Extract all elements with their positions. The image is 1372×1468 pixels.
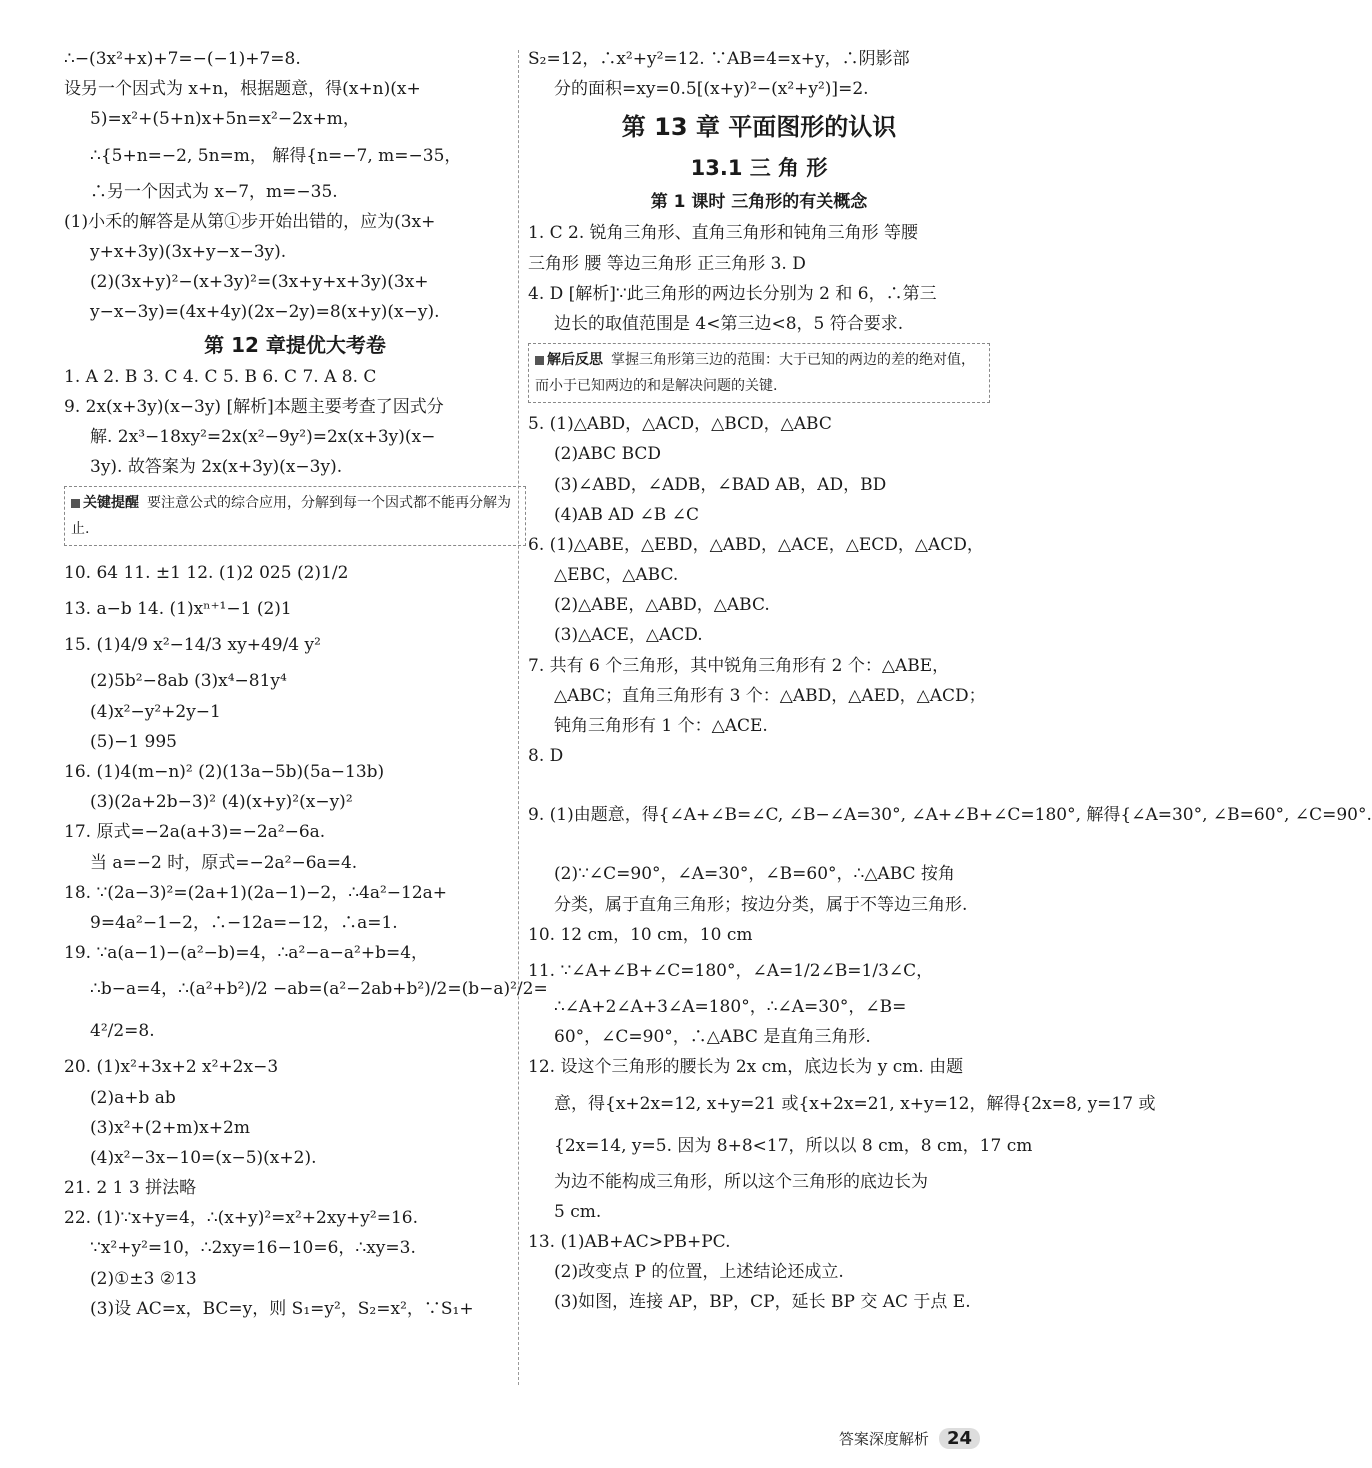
answer-18-line: 9=4a²−1−2，∴−12a=−12，∴a=1.	[90, 912, 398, 933]
answer-13-line: 13. (1)AB+AC>PB+PC.	[528, 1231, 731, 1252]
note-text: 掌握三角形第三边的范围：大于已知的两边的差的绝对值，而小于已知两边的和是解决问题的关键.	[535, 352, 975, 395]
answer-12-system: 意，得{x+2x=12, x+y=21 或{x+2x=21, x+y=12，解得{2x=8, y=17 或	[554, 1093, 1156, 1114]
answer-9-line: 解. 2x³−18xy²=2x(x²−9y²)=2x(x+3y)(x−	[90, 426, 436, 447]
answer-22-line: (2)(3x+y)²−(x+3y)²=(3x+y+x+3y)(3x+	[90, 272, 429, 293]
page-number: 24	[939, 1428, 980, 1449]
answer-15-line: 15. (1)4/9 x²−14/3 xy+49/4 y²	[64, 635, 321, 656]
answer-16-line: (3)(2a+2b−3)² (4)(x+y)²(x−y)²	[90, 792, 353, 813]
text-line: S₂=12，∴x²+y²=12. ∵AB=4=x+y，∴阴影部	[528, 49, 910, 69]
answer-19-line: ∴b−a=4，∴(a²+b²)/2 −ab=(a²−2ab+b²)/2=(b−a)²/2=	[90, 979, 548, 1000]
answer-20-line: (2)a+b ab	[90, 1087, 176, 1108]
answer-21b-line: 21. 2 1 3 拼法略	[64, 1178, 197, 1199]
answer-21-line: 5)=x²+(5+n)x+5n=x²−2x+m，	[90, 109, 360, 130]
answer-9-line: (2)∵∠C=90°，∠A=30°，∠B=60°，∴△ABC 按角	[554, 864, 955, 885]
lesson-title: 第 1 课时 三角形的有关概念	[650, 192, 868, 213]
multiple-choice-answers: 1. A 2. B 3. C 4. C 5. B 6. C 7. A 8. C	[64, 366, 377, 387]
right-column	[528, 44, 1372, 1317]
answer-20-line: (4)x²−3x−10=(x−5)(x+2).	[90, 1147, 317, 1168]
exam-title: 第 12 章提优大考卷	[204, 332, 386, 357]
answer-10-12-line: 10. 64 11. ±1 12. (1)2 025 (2)1/2	[64, 563, 349, 584]
note-tag: 关键提醒	[83, 495, 139, 512]
page-footer	[839, 1428, 980, 1449]
answer-11-line: 11. ∵∠A+∠B+∠C=180°，∠A=1/2∠B=1/3∠C，	[528, 960, 934, 981]
chapter-title: 第 13 章 平面图形的认识	[621, 113, 897, 142]
answer-12-line: 5 cm.	[554, 1201, 602, 1222]
answer-22b-line: 22. (1)∵x+y=4，∴(x+y)²=x²+2xy+y²=16.	[64, 1208, 419, 1229]
answer-1-3-line: 1. C 2. 锐角三角形、直角三角形和钝角三角形 等腰	[528, 223, 919, 244]
answer-22b-line: ∵x²+y²=10，∴2xy=16−10=6，∴xy=3.	[90, 1238, 416, 1259]
answer-6-line: (2)△ABE，△ABD，△ABC.	[554, 595, 770, 616]
answer-9-line: 3y). 故答案为 2x(x+3y)(x−3y).	[90, 457, 343, 478]
answer-9-line: 9. 2x(x+3y)(x−3y) [解析]本题主要考查了因式分	[64, 396, 444, 417]
answer-13-line: (2)改变点 P 的位置，上述结论还成立.	[554, 1262, 844, 1283]
answer-10-line: 10. 12 cm，10 cm，10 cm	[528, 924, 753, 945]
answer-7-line: 7. 共有 6 个三角形，其中锐角三角形有 2 个：△ABE，	[528, 655, 950, 676]
answer-5-line: (3)∠ABD，∠ADB，∠BAD AB，AD，BD	[554, 474, 887, 495]
answer-9-system: 9. (1)由题意，得{∠A+∠B=∠C, ∠B−∠A=30°, ∠A+∠B+∠C=180°, 解得{∠A=30°, ∠B=60°, ∠C=90°.	[528, 805, 1372, 826]
answer-22b-line: (2)①±3 ②13	[90, 1268, 197, 1289]
answer-17-line: 当 a=−2 时，原式=−2a²−6a=4.	[90, 852, 358, 873]
answer-22-line: y−x−3y)=(4x+4y)(2x−2y)=8(x+y)(x−y).	[90, 302, 440, 323]
square-icon	[535, 356, 544, 365]
answer-22b-line: (3)设 AC=x，BC=y，则 S₁=y²，S₂=x²，∵S₁+	[90, 1298, 474, 1319]
answer-17-line: 17. 原式=−2a(a+3)=−2a²−6a.	[64, 822, 326, 843]
answer-5-line: 5. (1)△ABD，△ACD，△BCD，△ABC	[528, 414, 832, 435]
answer-20-line: 20. (1)x²+3x+2 x²+2x−3	[64, 1057, 279, 1078]
answer-15-line: (2)5b²−8ab (3)x⁴−81y⁴	[90, 671, 287, 692]
answer-15-line: (4)x²−y²+2y−1	[90, 701, 221, 722]
answer-22-line: (1)小禾的解答是从第①步开始出错的，应为(3x+	[64, 211, 436, 232]
answer-12-line: 为边不能构成三角形，所以这个三角形的底边长为	[554, 1171, 928, 1192]
answer-6-line: 6. (1)△ABE，△EBD，△ABD，△ACE，△ECD，△ACD，	[528, 534, 984, 555]
answer-21-line: 设另一个因式为 x+n，根据题意，得(x+n)(x+	[64, 79, 421, 100]
answer-19-line: 4²/2=8.	[90, 1021, 155, 1042]
answer-20-line: (3)x²+(2+m)x+2m	[90, 1117, 250, 1138]
answer-4-line: 边长的取值范围是 4<第三边<8，5 符合要求.	[554, 313, 904, 334]
answer-7-line: △ABC；直角三角形有 3 个：△ABD，△AED，△ACD；	[554, 685, 986, 706]
answer-15-line: (5)−1 995	[90, 731, 177, 752]
answer-13-14-line: 13. a−b 14. (1)xⁿ⁺¹−1 (2)1	[64, 599, 292, 620]
answer-8-line: 8. D	[528, 746, 564, 767]
answer-16-line: 16. (1)4(m−n)² (2)(13a−5b)(5a−13b)	[64, 762, 385, 782]
answer-1-3-line: 三角形 腰 等边三角形 正三角形 3. D	[528, 253, 806, 274]
answer-5-line: (2)ABC BCD	[554, 444, 662, 465]
answer-4-line: 4. D [解析]∵此三角形的两边长分别为 2 和 6，∴第三	[528, 283, 937, 304]
answer-11-line: 60°，∠C=90°，∴△ABC 是直角三角形.	[554, 1027, 871, 1048]
answer-21-line: ∴另一个因式为 x−7，m=−35.	[90, 181, 338, 202]
answer-22-line: y+x+3y)(3x+y−x−3y).	[90, 241, 287, 262]
text-line: ∴−(3x²+x)+7=−(−1)+7=8.	[64, 49, 301, 69]
note-text: 要注意公式的综合应用，分解到每一个因式都不能再分解为止.	[71, 495, 511, 538]
answer-21-system: ∴{5+n=−2, 5n=m， 解得{n=−7, m=−35，	[90, 145, 462, 166]
answer-6-line: △EBC，△ABC.	[554, 565, 679, 586]
answer-12-system: {2x=14, y=5. 因为 8+8<17，所以以 8 cm，8 cm，17 cm	[554, 1135, 1033, 1156]
answer-6-line: (3)△ACE，△ACD.	[554, 625, 703, 646]
text-line: 分的面积=xy=0.5[(x+y)²−(x²+y²)]=2.	[554, 79, 869, 100]
answer-5-line: (4)AB AD ∠B ∠C	[554, 504, 699, 525]
answer-9-line: 分类，属于直角三角形；按边分类，属于不等边三角形.	[554, 894, 968, 915]
key-reminder-box	[64, 486, 526, 546]
square-icon	[71, 499, 80, 508]
reflection-box	[528, 343, 990, 403]
answer-13-line: (3)如图，连接 AP，BP，CP，延长 BP 交 AC 于点 E.	[554, 1292, 971, 1313]
answer-19-line: 19. ∵a(a−1)−(a²−b)=4，∴a²−a−a²+b=4，	[64, 943, 429, 964]
answer-11-line: ∴∠A+2∠A+3∠A=180°，∴∠A=30°，∠B=	[554, 996, 907, 1017]
note-tag: 解后反思	[547, 352, 603, 369]
answer-18-line: 18. ∵(2a−3)²=(2a+1)(2a−1)−2，∴4a²−12a+	[64, 882, 448, 903]
section-title: 13.1 三 角 形	[690, 156, 828, 181]
answer-12-line: 12. 设这个三角形的腰长为 2x cm，底边长为 y cm. 由题	[528, 1057, 964, 1078]
footer-label: 答案深度解析	[838, 1430, 929, 1448]
answer-7-line: 钝角三角形有 1 个：△ACE.	[554, 716, 768, 736]
